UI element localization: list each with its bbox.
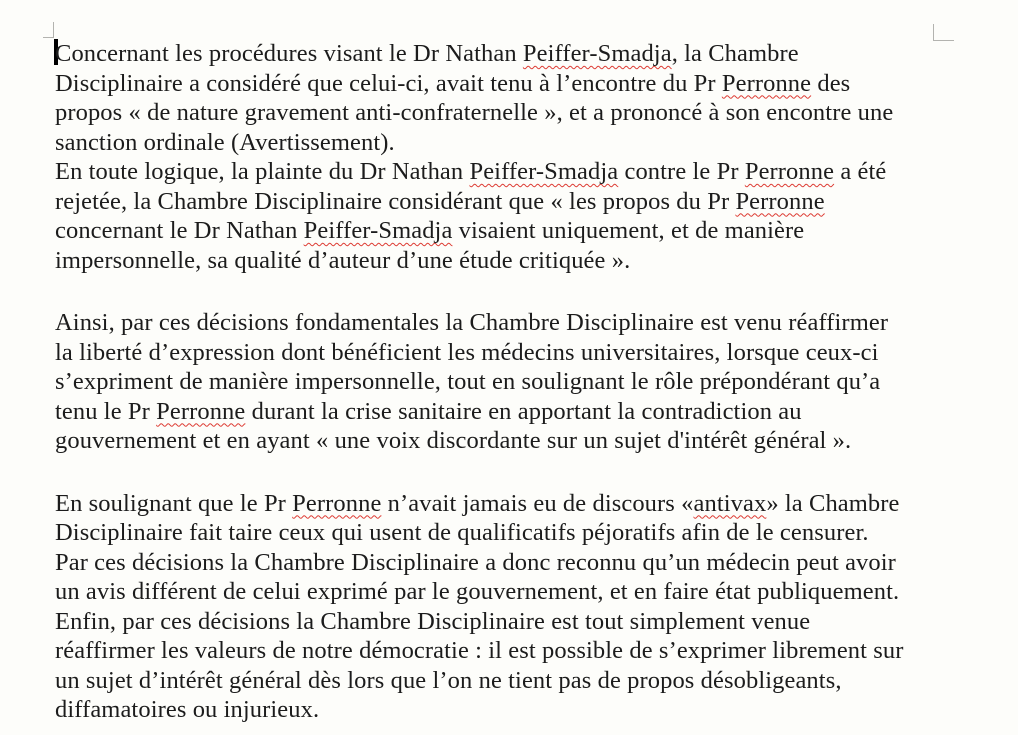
text-segment: un avis différent de celui exprimé par le gouvernement, et en faire état publiquement. [55,578,900,605]
text-segment: des [811,69,851,97]
text-segment: Disciplinaire fait taire ceux qui usent de qualificatifs péjoratifs afin de le censurer. [55,519,869,546]
text-segment: tenu le Pr [55,397,157,425]
text-line [55,636,995,666]
text-segment: contre le Pr [618,158,745,185]
text-segment: n’avait jamais eu de discours « [381,489,694,517]
text-segment: , la Chambre [671,40,799,67]
text-segment: diffamatoires ou injurieux. [55,696,320,723]
text-segment: s’expriment de manière impersonnelle, tout en soulignant le rôle prépondérant qu’a [55,368,881,395]
text-line [55,69,995,99]
misspelled-word: antivax [693,489,767,517]
misspelled-word: Perronne [156,397,246,425]
text-boundary-corner-top-left-icon [43,22,54,38]
text-segment: sanction ordinale (Avertissement). [55,128,395,156]
text-segment: Par ces décisions la Chambre Disciplinaire a donc reconnu qu’un médecin peut avoir [55,548,896,576]
text-segment: Disciplinaire a considéré que celui-ci, avait tenu à l’encontre du Pr [55,69,722,97]
text-line [55,338,995,368]
text-line [55,157,995,187]
text-line [55,548,995,578]
misspelled-word: Perronne [744,158,835,185]
text-segment: un sujet d’intérêt général dès lors que l’on ne tient pas de propos désobligeants, [55,666,842,694]
text-segment: propos « de nature gravement anti-confraternelle », et a prononcé à son encontre une [55,99,894,126]
text-line [55,246,995,276]
text-line [55,607,995,637]
text-line [55,695,995,725]
text-segment: En soulignant que le Pr [55,489,293,517]
text-segment: la liberté d’expression dont bénéficient les médecins universitaires, lorsque ceux-ci [55,338,879,366]
text-line [55,39,995,69]
text-segment: concernant le Dr Nathan [55,217,304,244]
text-segment: Concernant les procédures visant le Dr Nathan [55,40,523,67]
text-line [55,426,995,456]
text-segment: gouvernement et en ayant « une voix discordante sur un sujet d'intérêt général ». [55,427,852,454]
text-line [55,308,995,338]
text-line [55,577,995,607]
text-line [55,518,995,548]
text-segment: rejetée, la Chambre Disciplinaire considérant que « les propos du Pr [55,187,736,215]
text-segment: impersonnelle, sa qualité d’auteur d’une étude critiquée ». [55,246,631,274]
text-segment: Enfin, par ces décisions la Chambre Disciplinaire est tout simplement venue [55,607,811,635]
text-line [55,367,995,397]
text-line [55,187,995,217]
text-segment: Ainsi, par ces décisions fondamentales la Chambre Disciplinaire est venu réaffirmer [55,309,889,336]
misspelled-word: Peiffer-Smadja [469,158,619,185]
text-line [55,128,995,158]
misspelled-word: Peiffer-Smadja [522,40,672,67]
text-line [55,489,995,519]
text-segment: a été [834,158,887,185]
text-line [55,666,995,696]
editor-text-area[interactable] [55,39,995,725]
text-line [55,216,995,246]
text-segment: En toute logique, la plainte du Dr Nathan [55,158,470,185]
text-segment: durant la crise sanitaire en apportant la contradiction au [245,397,802,425]
text-segment: visaient uniquement, et de manière [452,217,805,244]
misspelled-word: Peiffer-Smadja [303,217,453,244]
misspelled-word: Perronne [735,187,825,215]
text-line [55,98,995,128]
text-segment: réaffirmer les valeurs de notre démocratie : il est possible de s’exprimer librement sur [55,637,904,664]
misspelled-word: Perronne [292,489,382,517]
misspelled-word: Perronne [721,69,812,97]
text-line [55,397,995,427]
text-segment: » la Chambre [766,489,900,517]
